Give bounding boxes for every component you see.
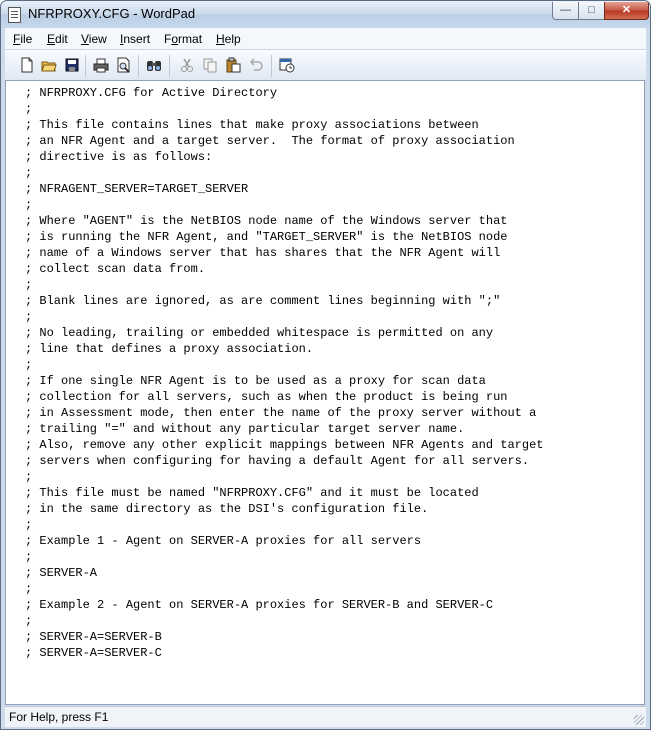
- date-time-button[interactable]: [279, 57, 295, 73]
- print-icon: [93, 57, 109, 73]
- save-icon: [64, 57, 80, 73]
- menu-view[interactable]: [81, 32, 107, 46]
- paste-icon: [225, 57, 241, 73]
- title-bar[interactable]: [1, 1, 650, 28]
- document-line: ; SERVER-A=SERVER-C: [25, 646, 162, 660]
- document-line: ; servers when configuring for having a default Agent for all servers.: [25, 454, 530, 468]
- document-line: ; Blank lines are ignored, as are comment lines beginning with ";": [25, 294, 501, 308]
- document-line: ; collection for all servers, such as when the product is being run: [25, 390, 508, 404]
- menu-help[interactable]: [216, 32, 241, 46]
- new-button[interactable]: [19, 57, 35, 73]
- document-line: ; Example 1 - Agent on SERVER-A proxies for all servers: [25, 534, 422, 548]
- menu-edit-accelerator: E: [47, 32, 56, 46]
- document-line: ; NFRAGENT_SERVER=TARGET_SERVER: [25, 182, 249, 196]
- menu-view-label: iew: [88, 32, 107, 46]
- document-editor[interactable]: [5, 80, 645, 705]
- document-line: ;: [25, 550, 33, 564]
- document-line: ; If one single NFR Agent is to be used as a proxy for scan data: [25, 374, 486, 388]
- undo-icon: [248, 57, 264, 73]
- minimize-button[interactable]: [552, 2, 579, 20]
- document-line: ;: [25, 166, 33, 180]
- cut-button[interactable]: [179, 57, 195, 73]
- document-line: ; This file contains lines that make proxy associations between: [25, 118, 479, 132]
- maximize-icon: □: [588, 4, 595, 16]
- toolbar-separator: [271, 55, 272, 77]
- document-line: ; is running the NFR Agent, and "TARGET_SERVER" is the NetBIOS node: [25, 230, 508, 244]
- wordpad-app-icon[interactable]: [8, 7, 21, 23]
- toolbar-separator: [85, 55, 86, 77]
- find-button[interactable]: [146, 57, 162, 73]
- document-line: ; SERVER-A: [25, 566, 98, 580]
- document-line: ; SERVER-A=SERVER-B: [25, 630, 162, 644]
- save-button[interactable]: [64, 57, 80, 73]
- document-line: ; an NFR Agent and a target server. The format of proxy association: [25, 134, 515, 148]
- document-line: ;: [25, 470, 33, 484]
- close-button[interactable]: [604, 2, 649, 20]
- status-bar: [5, 706, 646, 727]
- document-text: [25, 85, 543, 661]
- document-line: ; in Assessment mode, then enter the name of the proxy server without a: [25, 406, 537, 420]
- menu-insert-label: nsert: [123, 32, 151, 46]
- menu-file-accelerator: F: [13, 32, 21, 46]
- copy-icon: [202, 57, 218, 73]
- document-line: ;: [25, 582, 33, 596]
- minimize-icon: —: [560, 4, 571, 16]
- toolbar: [5, 49, 646, 80]
- document-line: ;: [25, 518, 33, 532]
- document-line: ;: [25, 198, 33, 212]
- new-icon: [19, 57, 35, 73]
- window-title: NFRPROXY.CFG - WordPad: [28, 6, 196, 21]
- document-line: ; in the same directory as the DSI's configuration file.: [25, 502, 429, 516]
- menu-view-accelerator: V: [81, 32, 89, 46]
- maximize-button[interactable]: [578, 2, 605, 20]
- menu-bar: [5, 28, 646, 49]
- document-line: ; This file must be named "NFRPROXY.CFG" and it must be located: [25, 486, 479, 500]
- menu-help-accelerator: H: [216, 32, 225, 46]
- document-line: ; trailing "=" and without any particular target server name.: [25, 422, 465, 436]
- menu-format-accelerator: o: [171, 32, 179, 46]
- document-line: ;: [25, 310, 33, 324]
- menu-format[interactable]: [164, 32, 202, 46]
- document-line: ; collect scan data from.: [25, 262, 206, 276]
- copy-button[interactable]: [202, 57, 218, 73]
- document-line: ;: [25, 614, 33, 628]
- document-line: ; line that defines a proxy association.: [25, 342, 314, 356]
- menu-insert-accelerator: I: [120, 32, 124, 46]
- menu-help-label: elp: [224, 32, 241, 46]
- document-line: ; Also, remove any other explicit mappings between NFR Agents and target: [25, 438, 544, 452]
- menu-insert[interactable]: [120, 32, 150, 46]
- document-line: ; name of a Windows server that has shares that the NFR Agent will: [25, 246, 501, 260]
- document-line: ;: [25, 358, 33, 372]
- document-line: ;: [25, 278, 33, 292]
- document-line: ;: [25, 102, 33, 116]
- document-line: ; Example 2 - Agent on SERVER-A proxies for SERVER-B and SERVER-C: [25, 598, 494, 612]
- document-line: ; Where "AGENT" is the NetBIOS node name of the Windows server that: [25, 214, 508, 228]
- menu-edit[interactable]: [47, 32, 68, 46]
- date-time-icon: [279, 57, 295, 73]
- menu-format-prefix: F: [164, 32, 172, 46]
- document-line: ; No leading, trailing or embedded whitespace is permitted on any: [25, 326, 494, 340]
- paste-button[interactable]: [225, 57, 241, 73]
- open-button[interactable]: [41, 57, 57, 73]
- cut-icon: [179, 57, 195, 73]
- menu-format-label: rmat: [178, 32, 203, 46]
- menu-edit-label: dit: [55, 32, 68, 46]
- menu-file[interactable]: [13, 32, 32, 46]
- open-icon: [41, 57, 57, 73]
- document-line: ; directive is as follows:: [25, 150, 213, 164]
- menu-file-label: ile: [20, 32, 33, 46]
- undo-button[interactable]: [248, 57, 264, 73]
- toolbar-separator: [169, 55, 170, 77]
- find-icon: [146, 57, 162, 73]
- close-icon: ✕: [621, 4, 632, 16]
- print-preview-icon: [116, 57, 132, 73]
- toolbar-separator: [138, 55, 139, 77]
- document-line: ; NFRPROXY.CFG for Active Directory: [25, 86, 278, 100]
- print-preview-button[interactable]: [116, 57, 132, 73]
- status-help-text: For Help, press F1: [9, 710, 109, 724]
- resize-grip-icon[interactable]: [634, 715, 644, 725]
- print-button[interactable]: [93, 57, 109, 73]
